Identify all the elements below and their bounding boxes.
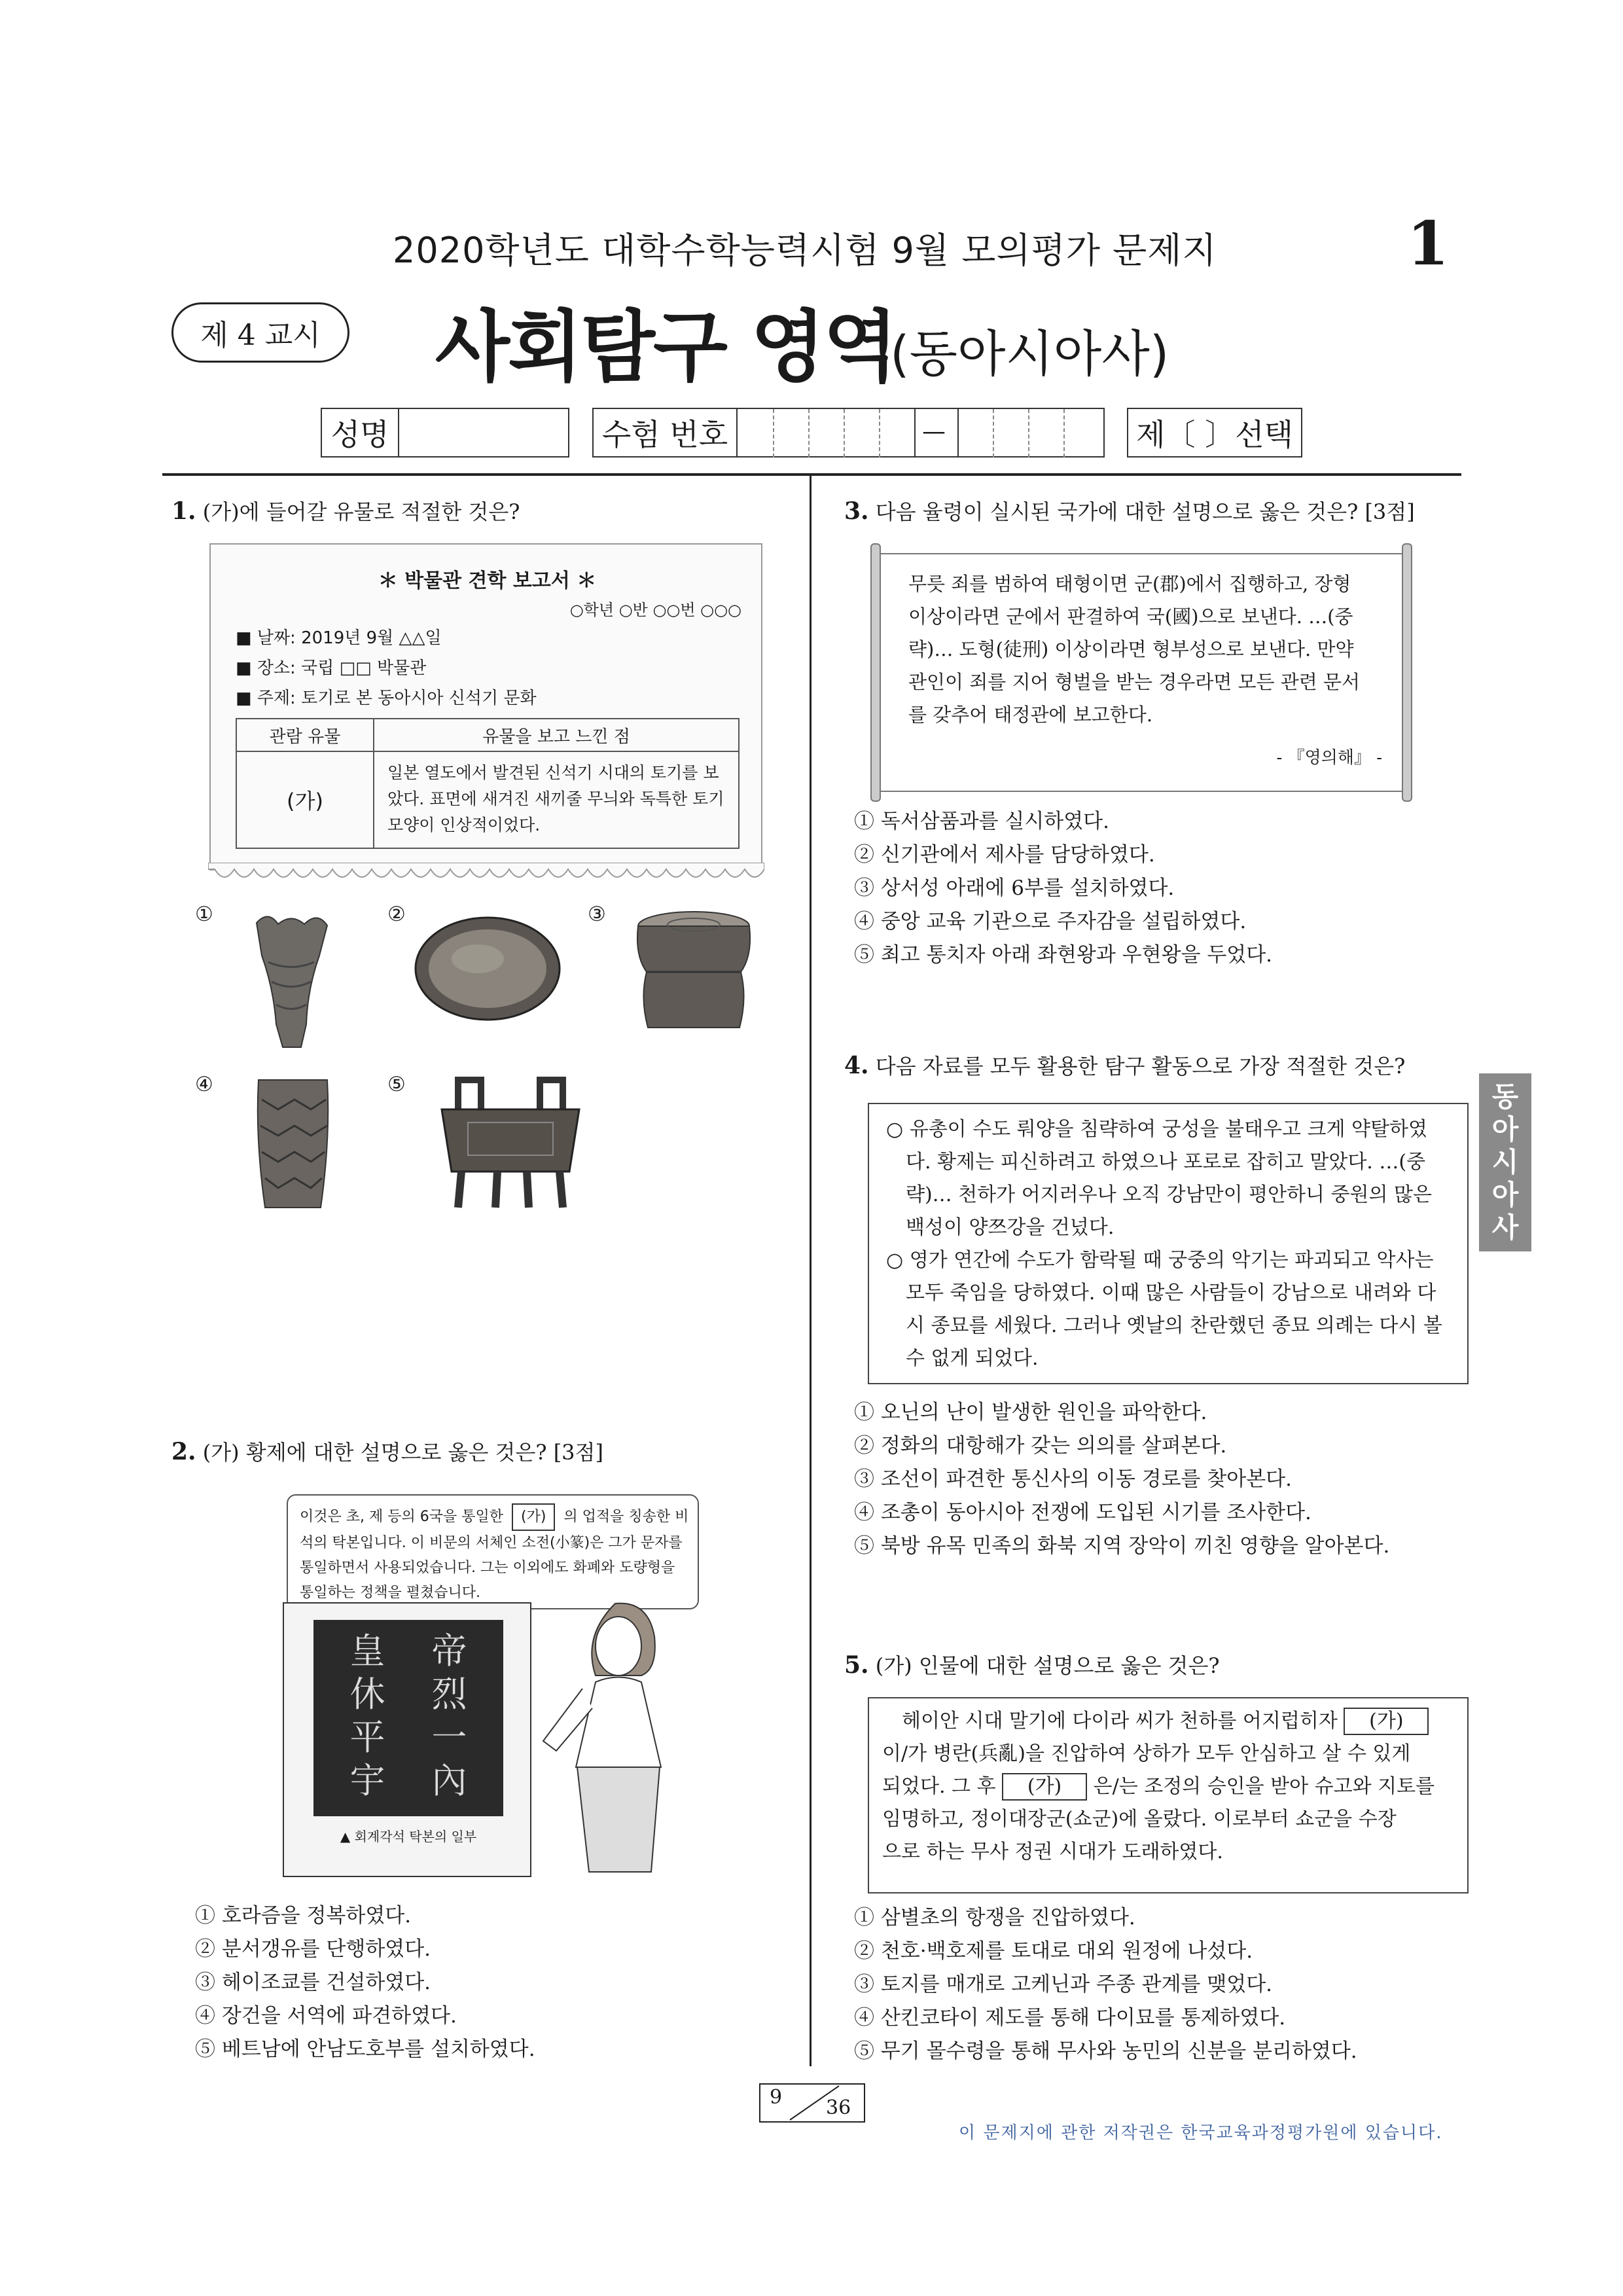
bubble-text-c: 칭송한 비석의 탁본입니다. 이 비문의 서체인 소전(小篆)은 그가 문자를 통일하면서 사용되었습니다. 그는 이외에도 화폐와 도량형을 통일하는 정책을 펼쳤습니다. xyxy=(300,1509,689,1601)
rubbing-image[interactable] xyxy=(313,1620,503,1816)
page-current: 9 xyxy=(770,2086,783,2109)
table-cell-impression: 일본 열도에서 발견된 신석기 시대의 토기를 보았다. 표면에 새겨진 새끼줄 무늬와 독특한 토기 모양이 인상적이었다. xyxy=(387,763,724,834)
q4-stem xyxy=(844,1050,1405,1082)
report-date: ■ 날짜: 2019년 9월 △△일 xyxy=(236,628,442,648)
q5-option-2[interactable]: ② 천호·백호제를 토대로 대외 원정에 나섰다. xyxy=(854,1939,1253,1963)
report-place: ■ 장소: 국립 □□ 박물관 xyxy=(236,658,427,678)
q2-options xyxy=(195,1899,535,2066)
report-meta xyxy=(236,623,537,713)
exam-number-field[interactable] xyxy=(592,408,1105,457)
seal-script-chars xyxy=(327,1630,490,1803)
q5-number: 5. xyxy=(844,1651,869,1679)
exam-number-dash: — xyxy=(922,418,946,445)
q2-option-4[interactable]: ④ 장건을 서역에 파견하였다. xyxy=(195,2004,457,2028)
side-tab-char: 동 xyxy=(1491,1081,1519,1113)
q1-option-1-mark[interactable]: ① xyxy=(195,903,213,926)
q2-option-2[interactable]: ② 분서갱유를 단행하였다. xyxy=(195,1937,431,1961)
report-table xyxy=(236,718,740,849)
report-topic: ■ 주제: 토기로 본 동아시아 신석기 문화 xyxy=(236,689,537,708)
q5-text-4: 은/는 조정의 승인을 받아 슈고와 지토를 xyxy=(1093,1775,1435,1798)
name-field[interactable] xyxy=(321,408,569,457)
q3-option-5[interactable]: ⑤ 최고 통치자 아래 좌현왕과 우현왕을 두었다. xyxy=(854,943,1273,967)
seal-char: 一 xyxy=(431,1717,467,1758)
q3-number: 3. xyxy=(844,497,869,525)
q4-item-1: ○ 유총이 수도 뤄양을 침략하여 궁성을 불태우고 크게 약탈하였다. 황제는 피신하려고 하였으나 포로로 잡히고 말았다. …(중략)… 천하가 어지러우나 오직 강남만이 평안하니 중원의 많은 백성이 양쯔강을 건넜다. xyxy=(886,1118,1432,1239)
q5-text-6: 으로 하는 무사 정권 시대가 도래하였다. xyxy=(882,1840,1223,1863)
seal-char: 平 xyxy=(349,1717,385,1758)
q3-option-3[interactable]: ③ 상서성 아래에 6부를 설치하였다. xyxy=(854,876,1175,900)
side-tab-char: 사 xyxy=(1491,1211,1519,1244)
q1-option-5-mark[interactable]: ⑤ xyxy=(387,1073,406,1096)
q5-text-3: 되었다. 그 후 xyxy=(882,1775,996,1798)
q5-stem xyxy=(844,1649,1220,1681)
seal-char: 宇 xyxy=(349,1760,385,1801)
q5-option-4[interactable]: ④ 산킨코타이 제도를 통해 다이묘를 통제하였다. xyxy=(854,2006,1286,2030)
scroll-right-rod xyxy=(1402,543,1412,802)
q3-text: 다음 율령이 실시된 국가에 대한 설명으로 옳은 것은? [3점] xyxy=(875,499,1415,524)
report-title: ＊ 박물관 견학 보고서 ＊ xyxy=(378,569,597,592)
q3-option-4[interactable]: ④ 중앙 교육 기관으로 주자감을 설립하였다. xyxy=(854,910,1247,933)
side-tab-char: 아 xyxy=(1491,1179,1519,1211)
q3-passage: 무릇 죄를 범하여 태형이면 군(郡)에서 집행하고, 장형 이상이라면 군에서 판결하여 국(國)으로 보낸다. …(중략)… 도형(徒刑) 이상이라면 형부성으로 보낸다. 만약 관인이 죄를 지어 형벌을 받는 경우라면 모든 관련 문서를 갖추어 태정관에 보고한다. xyxy=(908,573,1361,726)
bubble-text-a: 이것은 초, 제 등의 6국을 통일한 xyxy=(300,1509,503,1525)
display-board xyxy=(283,1602,531,1877)
comb-pattern-jar-image[interactable] xyxy=(249,1073,337,1214)
selection-field[interactable] xyxy=(1127,408,1302,457)
table-cell-ga: (가) xyxy=(237,752,374,848)
q5-options xyxy=(854,1901,1357,2068)
q5-text-2: 이/가 병란(兵亂)을 진압하여 상하가 모두 안심하고 살 수 있게 xyxy=(882,1742,1411,1765)
bronze-drum-image[interactable] xyxy=(628,906,759,1037)
page-total: 36 xyxy=(826,2096,851,2119)
page-counter xyxy=(759,2083,865,2123)
museum-report xyxy=(209,543,762,870)
q2-option-5[interactable]: ⑤ 베트남에 안남도호부를 설치하였다. xyxy=(195,2037,535,2061)
bubble-text-b: 의 업적을 xyxy=(563,1509,624,1525)
q1-option-4-mark[interactable]: ④ xyxy=(195,1073,213,1096)
q5-line-1 xyxy=(882,1705,1454,1738)
q4-option-4[interactable]: ④ 조총이 동아시아 전쟁에 도입된 시기를 조사한다. xyxy=(854,1501,1311,1524)
table-header-impression: 유물을 보고 느낀 점 xyxy=(374,719,738,752)
q4-text: 다음 자료를 모두 활용한 탐구 활동으로 가장 적절한 것은? xyxy=(875,1054,1406,1079)
q5-text-1: 헤이안 시대 말기에 다이라 씨가 천하를 어지럽히자 xyxy=(902,1710,1338,1732)
q5-option-5[interactable]: ⑤ 무기 몰수령을 통해 무사와 농민의 신분을 분리하였다. xyxy=(854,2039,1357,2063)
side-tab-char: 시 xyxy=(1491,1146,1519,1178)
seal-char: 皇 xyxy=(349,1630,385,1672)
seal-char: 帝 xyxy=(431,1630,467,1672)
bronze-ding-image[interactable] xyxy=(422,1073,599,1214)
name-label: 성명 xyxy=(322,409,399,456)
q1-number: 1. xyxy=(171,497,196,525)
q5-ga-box-2: (가) xyxy=(1002,1773,1087,1801)
bronze-bowl-image[interactable] xyxy=(412,913,563,1024)
q3-option-1[interactable]: ① 독서삼품과를 실시하였다. xyxy=(854,810,1109,833)
q2-number: 2. xyxy=(171,1438,196,1465)
page-number: 1 xyxy=(1407,208,1450,279)
subject-subtitle: (동아시아사) xyxy=(890,325,1169,383)
board-caption: ▲ 회계각석 탁본의 일부 xyxy=(340,1829,477,1844)
teacher-speech-bubble xyxy=(287,1494,699,1609)
subject-title: 사회탐구 영역 xyxy=(435,302,897,392)
jomon-pottery-image[interactable] xyxy=(242,910,340,1050)
q5-line-3 xyxy=(882,1770,1454,1803)
side-tab-char: 아 xyxy=(1491,1113,1519,1145)
report-class: ○학년 ○반 ○○번 ○○○ xyxy=(569,601,741,619)
table-header-artifact: 관람 유물 xyxy=(237,719,374,752)
q5-ga-box-1: (가) xyxy=(1344,1708,1429,1735)
seal-char: 休 xyxy=(349,1674,385,1715)
q4-options xyxy=(854,1396,1389,1563)
q2-option-1[interactable]: ① 호라즘을 정복하였다. xyxy=(195,1904,412,1928)
copyright-notice: 이 문제지에 관한 저작권은 한국교육과정평가원에 있습니다. xyxy=(959,2123,1443,2143)
q4-option-1[interactable]: ① 오닌의 난이 발생한 원인을 파악한다. xyxy=(854,1401,1207,1424)
bubble-ga-box: (가) xyxy=(512,1503,555,1531)
bubble-text xyxy=(300,1503,692,1605)
q1-stem xyxy=(171,495,520,528)
q2-text: (가) 황제에 대한 설명으로 옳은 것은? [3점] xyxy=(202,1440,603,1465)
report-torn-edge xyxy=(208,863,764,886)
q2-option-3[interactable]: ③ 헤이조쿄를 건설하였다. xyxy=(195,1971,431,1994)
q5-option-1[interactable]: ① 삼별초의 항쟁을 진압하였다. xyxy=(854,1906,1135,1929)
q5-option-3[interactable]: ③ 토지를 매개로 고케닌과 주종 관계를 맺었다. xyxy=(854,1973,1273,1996)
q4-source-box xyxy=(868,1103,1469,1384)
column-divider xyxy=(810,476,812,2066)
seal-char: 內 xyxy=(431,1760,467,1801)
exam-number-label: 수험 번호 xyxy=(594,409,738,456)
exam-number-cells xyxy=(738,409,1103,456)
period-badge: 제 4 교시 xyxy=(171,302,349,363)
exam-title: 2020학년도 대학수학능력시험 9월 모의평가 문제지 xyxy=(393,230,1217,271)
legal-text-scroll xyxy=(881,553,1402,792)
q4-option-3[interactable]: ③ 조선이 파견한 통신사의 이동 경로를 찾아본다. xyxy=(854,1467,1292,1491)
q1-option-2-mark[interactable]: ② xyxy=(387,903,406,926)
q4-option-5[interactable]: ⑤ 북방 유목 민족의 화북 지역 장악이 끼친 영향을 알아본다. xyxy=(854,1534,1390,1558)
q1-text: (가)에 들어갈 유물로 적절한 것은? xyxy=(202,499,520,524)
q3-options xyxy=(854,805,1272,972)
q3-option-2[interactable]: ② 신기관에서 제사를 담당하였다. xyxy=(854,843,1155,867)
q4-number: 4. xyxy=(844,1052,869,1079)
selection-label: 제〔 〕선택 xyxy=(1128,409,1301,456)
q4-item-2: ○ 영가 연간에 수도가 함락될 때 궁중의 악기는 파괴되고 악사는 모두 죽임을 당하였다. 이때 많은 사람들이 강남으로 내려와 다시 종묘를 세웠다. 그러나 옛날의 찬란했던 종묘 의례는 다시 볼 수 없게 되었다. xyxy=(886,1249,1442,1370)
q5-text-5: 임명하고, 정이대장군(쇼군)에 올랐다. 이로부터 쇼군을 수장 xyxy=(882,1808,1397,1831)
header-divider xyxy=(162,473,1461,476)
subject-side-tab xyxy=(1479,1073,1531,1251)
q5-source-box xyxy=(868,1697,1469,1893)
seal-char: 烈 xyxy=(431,1674,467,1715)
q3-source: - 『영의해』 - xyxy=(1276,748,1382,768)
teacher-illustration xyxy=(537,1597,687,1878)
q1-option-3-mark[interactable]: ③ xyxy=(588,903,606,926)
q2-stem xyxy=(171,1436,603,1468)
scroll-left-rod xyxy=(870,543,881,802)
q3-stem xyxy=(844,495,1415,528)
q5-text: (가) 인물에 대한 설명으로 옳은 것은? xyxy=(875,1653,1220,1678)
q4-option-2[interactable]: ② 정화의 대항해가 갖는 의의를 살펴본다. xyxy=(854,1434,1227,1458)
